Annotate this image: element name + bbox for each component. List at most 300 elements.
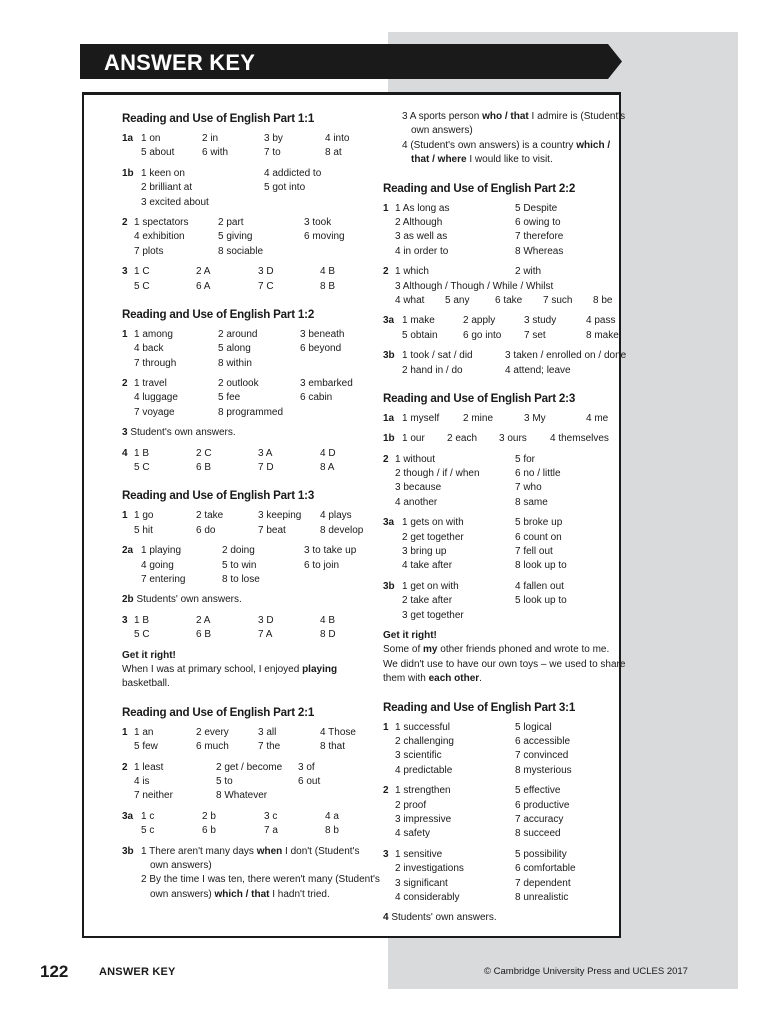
answer: 5 along — [218, 343, 251, 355]
answer-row — [122, 196, 390, 210]
answer: 1 go — [134, 510, 154, 522]
answer: 6 take — [495, 294, 523, 306]
answer: 5 C — [134, 462, 150, 474]
exercise-number: 3b — [383, 580, 395, 592]
answer-line: own answers) — [150, 859, 212, 871]
answer-row — [122, 216, 390, 230]
answer: 1 on — [141, 133, 161, 144]
exercise-3 — [122, 426, 390, 440]
answer-row — [122, 357, 390, 371]
answer: 8 to lose — [222, 574, 260, 585]
answer-row — [383, 230, 619, 244]
answer: 4 me — [586, 412, 609, 424]
answer-row — [122, 280, 390, 294]
answer: 3 D — [258, 266, 274, 278]
answer: 7 therefore — [515, 231, 564, 243]
answer: 3 significant — [395, 877, 448, 889]
answer: 5 for — [515, 453, 536, 465]
section-title: Reading and Use of English Part 2:3 — [383, 391, 576, 405]
answer: 5 logical — [515, 721, 552, 733]
answer-row — [383, 265, 619, 279]
answer: 4 B — [320, 614, 336, 626]
answer-row — [383, 848, 619, 862]
answer: 4 Those — [320, 726, 356, 738]
answer-row — [122, 544, 390, 558]
answer: 3 taken / enrolled on / done — [505, 350, 627, 362]
answer: 6 no / little — [515, 468, 561, 480]
answer: 5 giving — [218, 231, 253, 243]
answer: 5 c — [141, 825, 155, 837]
answer: 3 took — [304, 216, 332, 228]
answer: 8 develop — [320, 524, 364, 536]
answer: 6 A — [196, 280, 211, 292]
answer: 3 scientific — [395, 750, 442, 762]
answer: 4 attend; leave — [505, 364, 571, 376]
answer-row — [383, 481, 619, 495]
answer: 6 b — [202, 825, 216, 837]
answer-row — [383, 735, 619, 749]
answer-row — [383, 764, 619, 778]
answer-row — [383, 827, 619, 841]
answer-row — [122, 559, 390, 573]
answer: 5 look up to — [515, 595, 567, 607]
exercise-number: 2a — [122, 545, 134, 557]
text: Some of — [383, 644, 424, 656]
answer: 2 b — [202, 810, 216, 822]
answer: 6 cabin — [300, 392, 333, 404]
answer: 4 exhibition — [134, 231, 185, 243]
answer: 1 sensitive — [395, 848, 443, 860]
exercise-number: 3 — [383, 848, 389, 860]
exercise-number: 4 — [383, 912, 389, 924]
answer: 4 themselves — [550, 433, 609, 445]
answer: 3 beneath — [300, 328, 345, 340]
answer: 6 count on — [515, 531, 562, 543]
answer-row — [383, 314, 619, 328]
answer: 1 C — [134, 266, 150, 278]
exercise-number: 3 — [122, 266, 128, 278]
answer: 4 another — [395, 496, 438, 508]
answer-row — [383, 453, 619, 467]
text: I admire is (Student's — [528, 111, 626, 122]
get-it-right — [122, 649, 390, 692]
answer-row — [383, 580, 619, 594]
exercise-number: 2 — [383, 785, 389, 797]
exercise-2 — [122, 377, 390, 420]
answer-row — [383, 721, 619, 735]
exercise-1b — [122, 167, 390, 210]
bold-text: which / — [576, 139, 611, 151]
answer: 1 took / sat / did — [402, 350, 473, 362]
answer: 2 doing — [222, 545, 255, 557]
text: . — [479, 673, 482, 685]
answer: 6 productive — [515, 799, 570, 811]
text: other friends phoned and wrote to me. — [437, 644, 610, 656]
answer: 2 hand in / do — [402, 364, 463, 376]
answer-row — [383, 496, 619, 510]
answer: 3 get together — [402, 609, 464, 621]
answer: 7 convinced — [515, 750, 569, 762]
answer: 4 into — [325, 133, 350, 144]
answer-row — [122, 524, 390, 538]
answer-line — [383, 139, 619, 153]
answer: 1 gets on with — [402, 517, 464, 529]
answer: 3 Although / Though / While / Whilst — [395, 280, 554, 292]
exercise-number: 2 — [122, 378, 128, 390]
answer: 2 every — [196, 726, 229, 738]
exercise-4 — [122, 447, 390, 476]
section-part-1-1 — [122, 112, 390, 294]
answer: 4 back — [134, 343, 164, 355]
exercise-3b — [122, 845, 390, 903]
answer: 2 with — [515, 266, 542, 278]
answer-line — [383, 110, 626, 124]
exercise-number: 3a — [122, 810, 134, 822]
answer-row — [383, 545, 619, 559]
answer: 3 impressive — [395, 813, 452, 825]
answer: 4 safety — [395, 828, 431, 840]
section-title: Reading and Use of English Part 1:1 — [122, 112, 315, 125]
answer: Student's own answers. — [130, 427, 236, 439]
exercise-3b-continued — [383, 110, 626, 168]
answer: 7 such — [543, 294, 573, 306]
answer: 2 outlook — [218, 378, 259, 390]
answer: 2 each — [447, 433, 478, 445]
answer-row — [383, 432, 619, 446]
bold-text: which / that — [214, 888, 270, 900]
exercise-1b — [383, 432, 619, 446]
answer: 8 at — [325, 147, 342, 159]
answer-row — [383, 594, 619, 608]
exercise-2 — [122, 761, 390, 804]
answer: 8 Whatever — [216, 790, 268, 802]
answer: 2 challenging — [395, 736, 454, 748]
section-part-1-2 — [122, 308, 390, 476]
answer: 7 fell out — [515, 546, 553, 558]
answer: 4 luggage — [134, 392, 178, 404]
answer-row — [383, 245, 619, 259]
answer-row — [122, 614, 390, 628]
exercise-1 — [122, 328, 390, 371]
answer: 3 embarked — [300, 378, 353, 390]
answer: 5 to win — [222, 559, 257, 571]
exercise-3 — [383, 848, 619, 906]
answer: 3 D — [258, 614, 274, 626]
answer-line — [122, 845, 390, 859]
answer: 3 because — [395, 482, 442, 494]
answer: 2 A — [196, 266, 211, 278]
answer: 8 succeed — [515, 828, 561, 840]
answer: 2 though / if / when — [395, 468, 480, 480]
answer: 4 fallen out — [515, 580, 564, 592]
answer: 5 got into — [264, 182, 306, 194]
answer: Students' own answers. — [136, 594, 242, 606]
exercise-number: 1 — [122, 328, 128, 340]
answer: 7 to — [264, 147, 281, 159]
answer: 3 as well as — [395, 231, 448, 243]
answer: 7 neither — [134, 790, 173, 802]
answer-row — [122, 328, 390, 342]
answer: Students' own answers. — [391, 912, 497, 924]
answer-row — [383, 412, 619, 426]
answer: 2 apply — [463, 315, 496, 327]
exercise-number: 3 — [122, 427, 128, 439]
answer-row — [122, 406, 390, 420]
answer: 1 spectators — [134, 216, 189, 228]
answer-row — [122, 824, 390, 838]
answer-row — [122, 573, 390, 587]
answer: 8 that — [320, 741, 346, 753]
answer-panel — [82, 92, 627, 938]
answer: 2 investigations — [395, 863, 464, 875]
right-column — [383, 110, 627, 932]
answer: 7 A — [258, 629, 273, 641]
answer: 7 set — [524, 329, 546, 341]
answer-row — [122, 740, 390, 754]
answer: 4 addicted to — [264, 167, 322, 179]
answer-row — [122, 789, 390, 803]
answer: 4 a — [325, 810, 339, 822]
answer: 2 get / become — [216, 761, 283, 773]
answer: 4 considerably — [395, 891, 460, 903]
answer: 7 plots — [134, 245, 164, 257]
exercise-3b — [383, 580, 619, 623]
text: 4 (Student's own answers) is a country — [402, 139, 577, 151]
answer-line — [122, 593, 390, 607]
answer: 7 C — [258, 280, 274, 292]
answer-line: own answers) — [411, 125, 473, 137]
section-part-2-2 — [383, 181, 627, 378]
exercise-2 — [383, 453, 619, 511]
answer-row — [122, 146, 390, 160]
answer: 8 unrealistic — [515, 891, 569, 903]
answer: 5 Despite — [515, 202, 558, 214]
answer: 7 accuracy — [515, 813, 564, 825]
answer: 6 to join — [304, 559, 340, 571]
answer: 8 make — [586, 329, 619, 341]
text: them with — [383, 673, 429, 685]
text: When I was at primary school, I enjoyed — [122, 663, 303, 675]
answer: 2 brilliant at — [141, 182, 193, 194]
exercise-number: 3b — [383, 350, 395, 362]
answer-row — [122, 245, 390, 259]
answer: 6 do — [196, 524, 216, 536]
answer: 8 D — [320, 629, 336, 641]
answer: 6 B — [196, 462, 212, 474]
answer-row — [383, 559, 619, 573]
answer-row — [122, 181, 390, 195]
footer-label: ANSWER KEY — [99, 966, 176, 978]
exercise-number: 3a — [383, 517, 395, 529]
exercise-number: 3b — [122, 845, 134, 857]
exercise-3a — [383, 516, 619, 574]
answer: 8 within — [218, 357, 252, 369]
section-part-3-1 — [383, 701, 619, 926]
answer: 1 an — [134, 726, 154, 738]
exercise-3b — [383, 349, 627, 378]
exercise-3 — [122, 265, 390, 294]
answer-row — [383, 467, 619, 481]
answer: 6 beyond — [300, 343, 342, 355]
text: 3 A sports person — [402, 111, 483, 122]
text: I hadn't tried. — [269, 888, 330, 900]
answer: 7 beat — [258, 524, 286, 536]
answer: 8 b — [325, 825, 339, 837]
answer: 1 As long as — [395, 202, 450, 214]
answer-key-banner — [80, 44, 622, 79]
answer-row — [383, 349, 627, 363]
answer: 5 C — [134, 629, 150, 641]
answer-row — [383, 531, 619, 545]
answer-line — [122, 426, 390, 440]
answer: 8 A — [320, 462, 335, 474]
answer: 3 study — [524, 315, 557, 327]
answer: 6 with — [202, 147, 229, 159]
answer: 1 without — [395, 453, 436, 465]
answer: 1 travel — [134, 378, 167, 390]
answer: 4 what — [395, 294, 425, 306]
get-it-right-line: basketball. — [122, 678, 170, 690]
section-title: Reading and Use of English Part 3:1 — [383, 700, 576, 714]
answer: 7 dependent — [515, 877, 571, 889]
answer: 6 B — [196, 629, 212, 641]
exercise-number: 2b — [122, 594, 134, 606]
answer: 1 B — [134, 614, 150, 626]
answer-row — [383, 891, 619, 905]
answer-row — [383, 216, 619, 230]
answer: 2 part — [218, 216, 244, 228]
answer-row — [122, 265, 390, 279]
bold-text: when — [256, 845, 283, 857]
answer-row — [122, 230, 390, 244]
exercise-1 — [122, 726, 390, 755]
answer: 7 entering — [141, 574, 186, 585]
answer: 4 going — [141, 559, 174, 571]
answer: 3 by — [264, 133, 283, 144]
bold-text: my — [423, 644, 438, 656]
answer-row — [122, 391, 390, 405]
text: I would like to visit. — [466, 154, 553, 166]
answer: 3 ours — [499, 433, 527, 445]
answer: 8 mysterious — [515, 764, 572, 776]
exercise-number: 1 — [383, 202, 389, 214]
answer: 5 any — [445, 294, 470, 306]
answer: 1 among — [134, 328, 173, 340]
answer: 5 fee — [218, 392, 241, 404]
exercise-number: 2 — [383, 266, 389, 278]
get-it-right-heading: Get it right! — [383, 630, 437, 641]
answer: 4 D — [320, 447, 336, 459]
exercise-number: 1a — [122, 133, 134, 144]
text: own answers) — [150, 888, 215, 900]
exercise-number: 1b — [383, 433, 395, 445]
answer: 7 through — [134, 357, 177, 369]
answer: 6 go into — [463, 329, 502, 341]
section-part-2-1 — [122, 706, 390, 902]
answer: 4 is — [134, 775, 150, 787]
exercise-1a — [383, 412, 619, 426]
answer: 2 in — [202, 133, 219, 144]
answer-row — [122, 775, 390, 789]
exercise-number: 2 — [122, 761, 128, 773]
answer-row — [122, 167, 390, 181]
answer: 2 take — [196, 510, 224, 522]
answer: 8 programmed — [218, 406, 284, 418]
exercise-2a — [122, 544, 390, 587]
answer: 1 our — [402, 433, 425, 445]
exercise-4 — [383, 911, 619, 925]
answer: 6 out — [298, 775, 321, 787]
answer-row — [383, 364, 619, 378]
answer: 6 accessible — [515, 736, 571, 748]
exercise-2 — [122, 216, 390, 259]
exercise-2b — [122, 593, 390, 607]
answer: 5 obtain — [402, 329, 438, 341]
exercise-3a — [122, 810, 390, 839]
answer: 1 c — [141, 810, 155, 822]
answer: 4 take after — [402, 560, 453, 572]
answer: 4 predictable — [395, 764, 453, 776]
answer: 2 get together — [402, 531, 464, 543]
answer-row — [383, 516, 619, 530]
answer: 4 pass — [586, 315, 616, 327]
section-title: Reading and Use of English Part 1:3 — [122, 489, 315, 503]
exercise-3a — [383, 314, 619, 343]
answer: 3 My — [524, 412, 546, 424]
exercise-number: 1a — [383, 412, 395, 424]
exercise-1 — [383, 202, 619, 260]
answer: 3 of — [298, 761, 315, 773]
answer: 7 the — [258, 741, 281, 753]
answer: 7 D — [258, 462, 274, 474]
section-part-1-3 — [122, 489, 390, 691]
exercise-2 — [383, 265, 619, 308]
answer: 2 Although — [395, 217, 443, 229]
answer: 5 about — [141, 147, 175, 159]
answer: 5 hit — [134, 524, 153, 536]
exercise-number: 1b — [122, 167, 134, 179]
answer: 8 Whereas — [515, 245, 564, 257]
answer: 2 C — [196, 447, 212, 459]
answer: 1 myself — [402, 412, 440, 424]
section-title: Reading and Use of English Part 1:2 — [122, 307, 315, 321]
answer-row — [122, 628, 390, 642]
exercise-number: 1 — [383, 721, 389, 733]
answer-line — [122, 888, 390, 902]
answer: 7 a — [264, 825, 278, 837]
answer: 8 look up to — [515, 560, 567, 572]
text: I don't (Student's — [282, 845, 360, 857]
answer: 6 moving — [304, 231, 345, 243]
get-it-right-heading: Get it right! — [122, 649, 176, 661]
answer: 1 get on with — [402, 580, 459, 592]
page-number: 122 — [40, 962, 69, 981]
answer: 6 comfortable — [515, 863, 576, 875]
answer: 2 around — [218, 328, 258, 340]
answer: 8 be — [593, 294, 613, 306]
answer-row — [122, 761, 390, 775]
answer: 5 few — [134, 741, 158, 753]
answer: 2 A — [196, 614, 211, 626]
answer-row — [383, 329, 619, 343]
exercise-number: 2 — [122, 216, 128, 228]
answer-row — [122, 726, 390, 740]
answer: 5 to — [216, 775, 233, 787]
answer: 2 mine — [463, 412, 494, 424]
answer: 3 all — [258, 726, 277, 738]
answer: 7 who — [515, 482, 542, 494]
answer-row — [383, 813, 619, 827]
